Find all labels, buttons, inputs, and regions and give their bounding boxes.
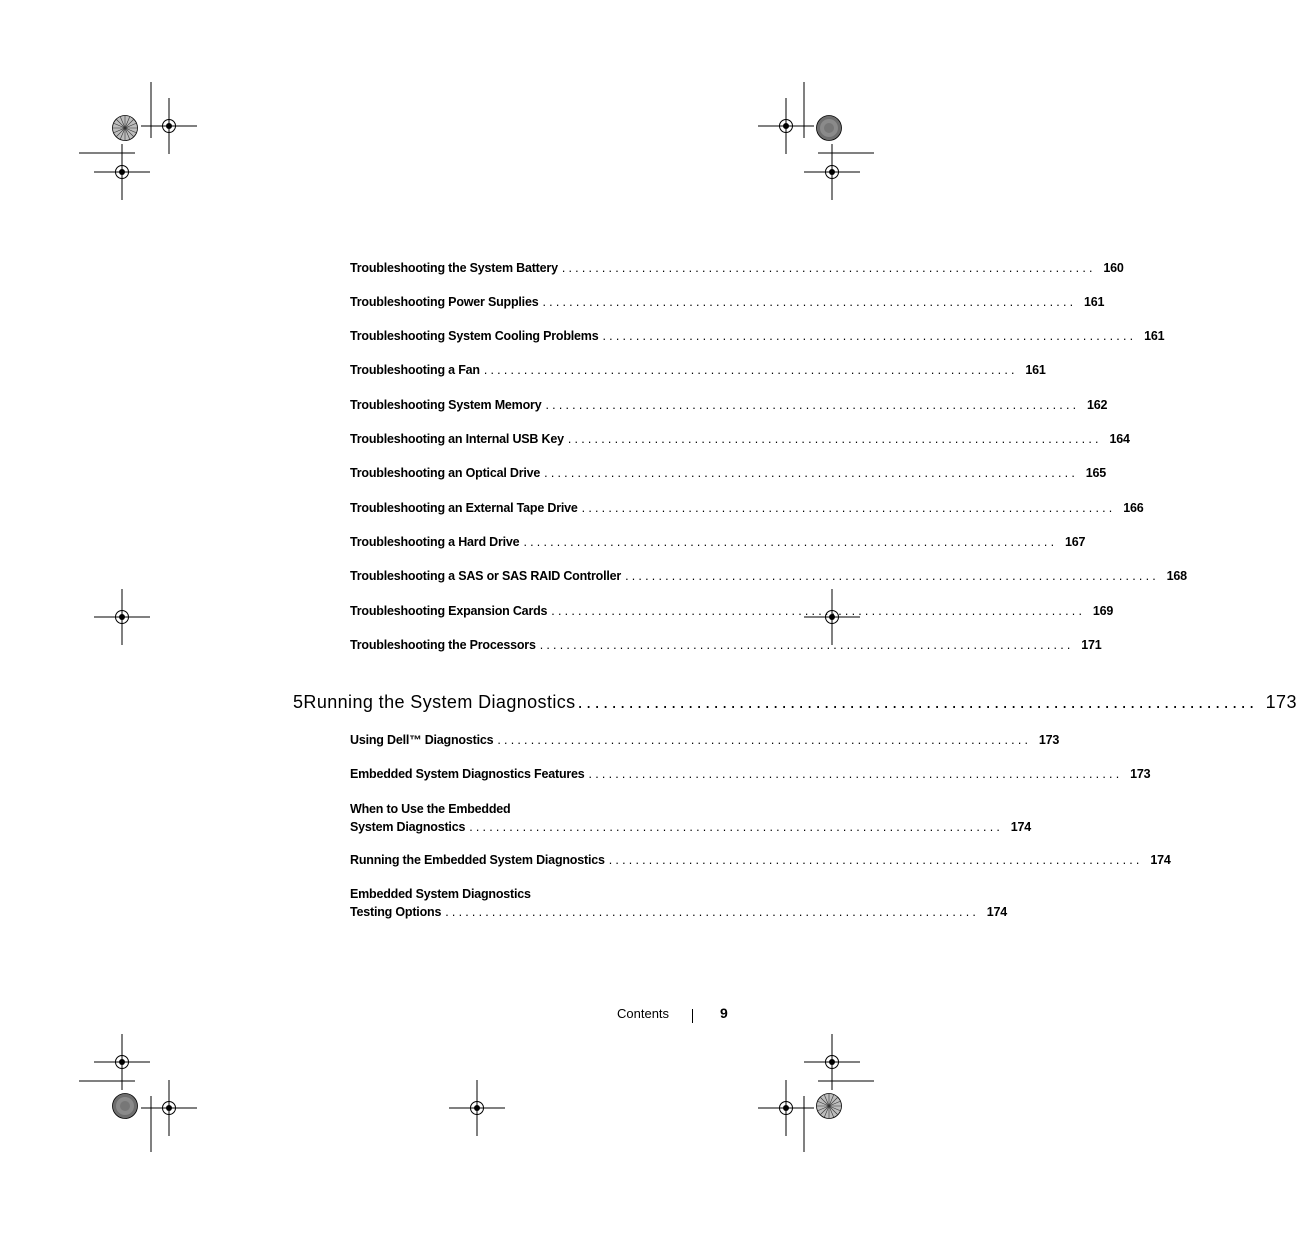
toc-chapter-heading[interactable] xyxy=(293,690,1297,714)
toc-entry-processors[interactable]: Troubleshooting the Processors ................................................................................ 171 xyxy=(350,638,1102,652)
toc-entry-system-battery[interactable]: Troubleshooting the System Battery ................................................................................ 160 xyxy=(350,261,1124,275)
dot-leader: ................................................................................ xyxy=(602,329,1137,343)
toc-entry-when-to-use-embedded[interactable]: When to Use the Embedded System Diagnostics ................................................................................ 174 xyxy=(350,802,1032,834)
dot-leader: ................................................................................ xyxy=(588,767,1123,781)
toc-entry-internal-usb-key[interactable]: Troubleshooting an Internal USB Key ................................................................................ 164 xyxy=(350,432,1130,446)
footer-section-label: Contents xyxy=(617,1006,670,1021)
dot-leader: ................................................................................ xyxy=(561,261,1096,275)
toc-entry-system-memory[interactable]: Troubleshooting System Memory ................................................................................ 162 xyxy=(350,398,1108,412)
dot-leader: ................................................................................ xyxy=(497,733,1032,747)
dot-leader: ................................................................................ xyxy=(542,295,1077,309)
footer-divider xyxy=(692,1009,693,1023)
toc-entry-expansion-cards[interactable]: Troubleshooting Expansion Cards ................................................................................ 169 xyxy=(350,604,1114,618)
toc-entry-running-embedded-diagnostics[interactable]: Running the Embedded System Diagnostics ................................................................................ 174 xyxy=(350,853,1171,867)
dot-leader: ................................................................................ xyxy=(625,569,1159,583)
dot-leader: ................................................................................ xyxy=(551,604,1086,618)
toc-entry-power-supplies[interactable]: Troubleshooting Power Supplies ................................................................................ 161 xyxy=(350,295,1105,309)
toc-entry-cooling-problems[interactable]: Troubleshooting System Cooling Problems ................................................................................ 161 xyxy=(350,329,1165,343)
dot-leader: ................................................................................ xyxy=(567,432,1102,446)
dot-leader: ................................................................................ xyxy=(445,905,980,919)
toc-entry-optical-drive[interactable]: Troubleshooting an Optical Drive ................................................................................ 165 xyxy=(350,466,1106,480)
dot-leader: ................................................................................ xyxy=(469,820,1004,834)
dot-leader: ................................................................................ xyxy=(539,638,1074,652)
chapter-title: Running the System Diagnostics xyxy=(303,692,576,712)
dot-leader: ................................................................................ xyxy=(544,466,1078,480)
toc-entry-hard-drive[interactable]: Troubleshooting a Hard Drive ................................................................................ 167 xyxy=(350,535,1086,549)
chapter-number: 5 xyxy=(293,692,304,712)
dot-leader: ................................................................................ xyxy=(577,692,1258,712)
toc-entry-external-tape-drive[interactable]: Troubleshooting an External Tape Drive ................................................................................ 166 xyxy=(350,501,1144,515)
dot-leader: ................................................................................ xyxy=(483,363,1018,377)
toc-entry-fan[interactable]: Troubleshooting a Fan ................................................................................ 161 xyxy=(350,363,1046,377)
dot-leader: ................................................................................ xyxy=(545,398,1080,412)
toc-entry-sas-raid-controller[interactable]: Troubleshooting a SAS or SAS RAID Controller ................................................................................ 168 xyxy=(350,569,1187,583)
toc-entry-using-dell-diagnostics[interactable]: Using Dell™ Diagnostics ................................................................................ 173 xyxy=(350,733,1060,747)
dot-leader: ................................................................................ xyxy=(608,853,1143,867)
dot-leader: ................................................................................ xyxy=(523,535,1058,549)
chapter-page: 173 xyxy=(1265,692,1297,712)
footer-page-number: 9 xyxy=(720,1005,728,1021)
toc-entry-embedded-diagnostics-features[interactable]: Embedded System Diagnostics Features ................................................................................ 173 xyxy=(350,767,1151,781)
dot-leader: ................................................................................ xyxy=(581,501,1116,515)
toc-entry-testing-options[interactable]: Embedded System Diagnostics Testing Options ................................................................................ 174 xyxy=(350,887,1008,919)
